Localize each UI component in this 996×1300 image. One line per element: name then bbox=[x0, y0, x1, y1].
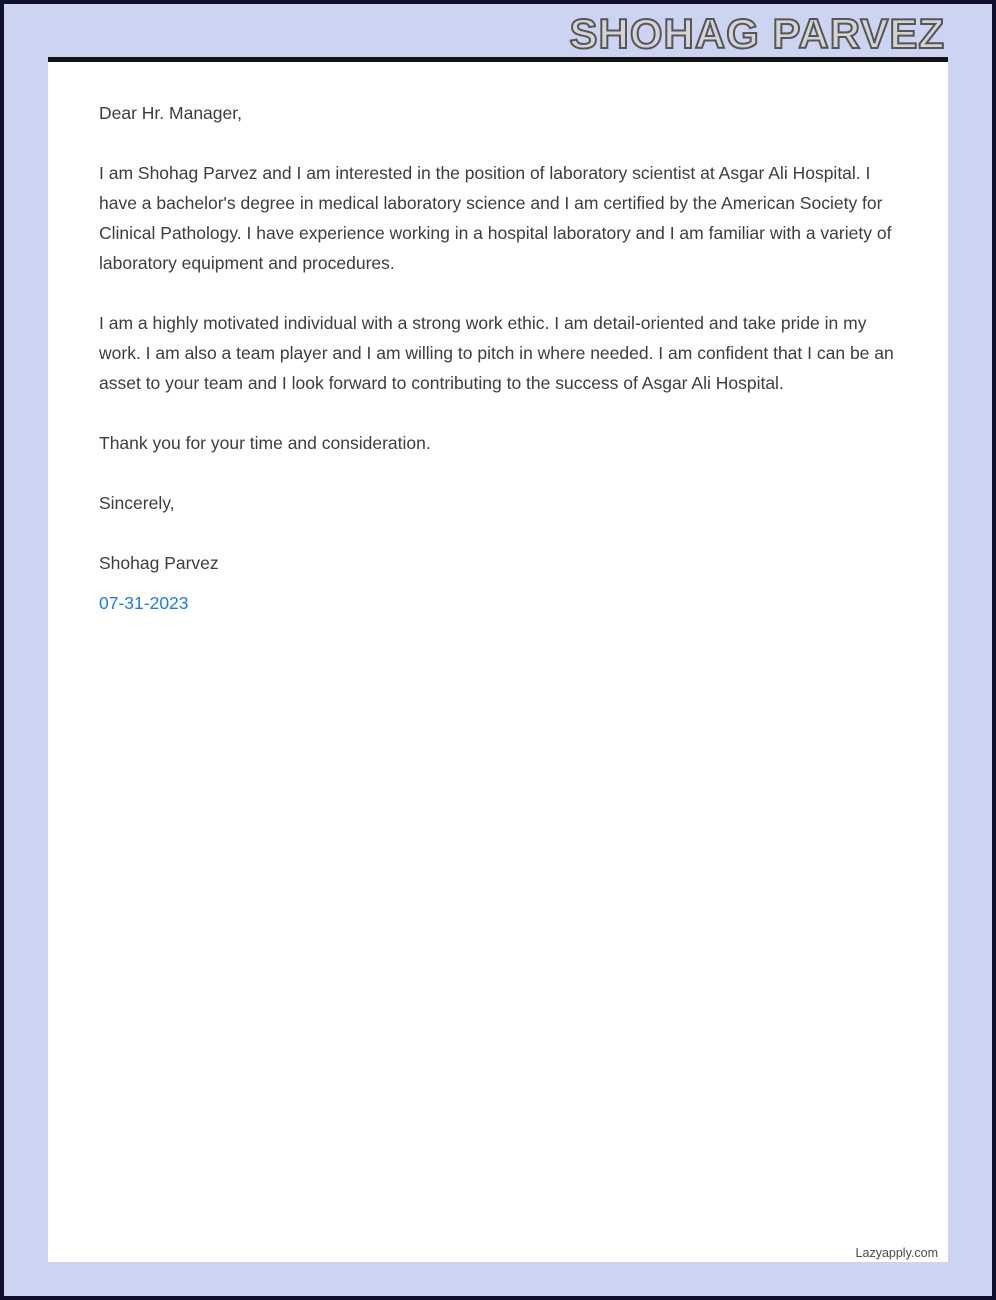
paragraph-intro: I am Shohag Parvez and I am interested in the position of laboratory scientist at Asgar Ali Hospital. I have a bachelor's degree in medical laboratory science and I am certified by the American Society for Clinical Pathology. I have experience working in a hospital laboratory and I am familiar with a variety of laboratory equipment and procedures. bbox=[99, 163, 892, 273]
signature-name: Shohag Parvez bbox=[99, 553, 219, 573]
date-line bbox=[99, 588, 897, 618]
letter-page bbox=[48, 57, 948, 1262]
watermark-link[interactable]: Lazyapply.com bbox=[855, 1246, 938, 1260]
date-link[interactable]: 07-31-2023 bbox=[99, 593, 189, 613]
paragraph-qualities: I am a highly motivated individual with a strong work ethic. I am detail-oriented and take pride in my work. I am also a team player and I am willing to pitch in where needed. I am confident that I can be an asset to your team and I look forward to contributing to the success of Asgar Ali Hospital. bbox=[99, 313, 894, 393]
closing-line: Sincerely, bbox=[99, 493, 175, 513]
salutation: Dear Hr. Manager, bbox=[99, 103, 242, 123]
header-name: SHOHAG PARVEZ bbox=[569, 10, 945, 57]
thanks-line: Thank you for your time and consideration. bbox=[99, 433, 431, 453]
